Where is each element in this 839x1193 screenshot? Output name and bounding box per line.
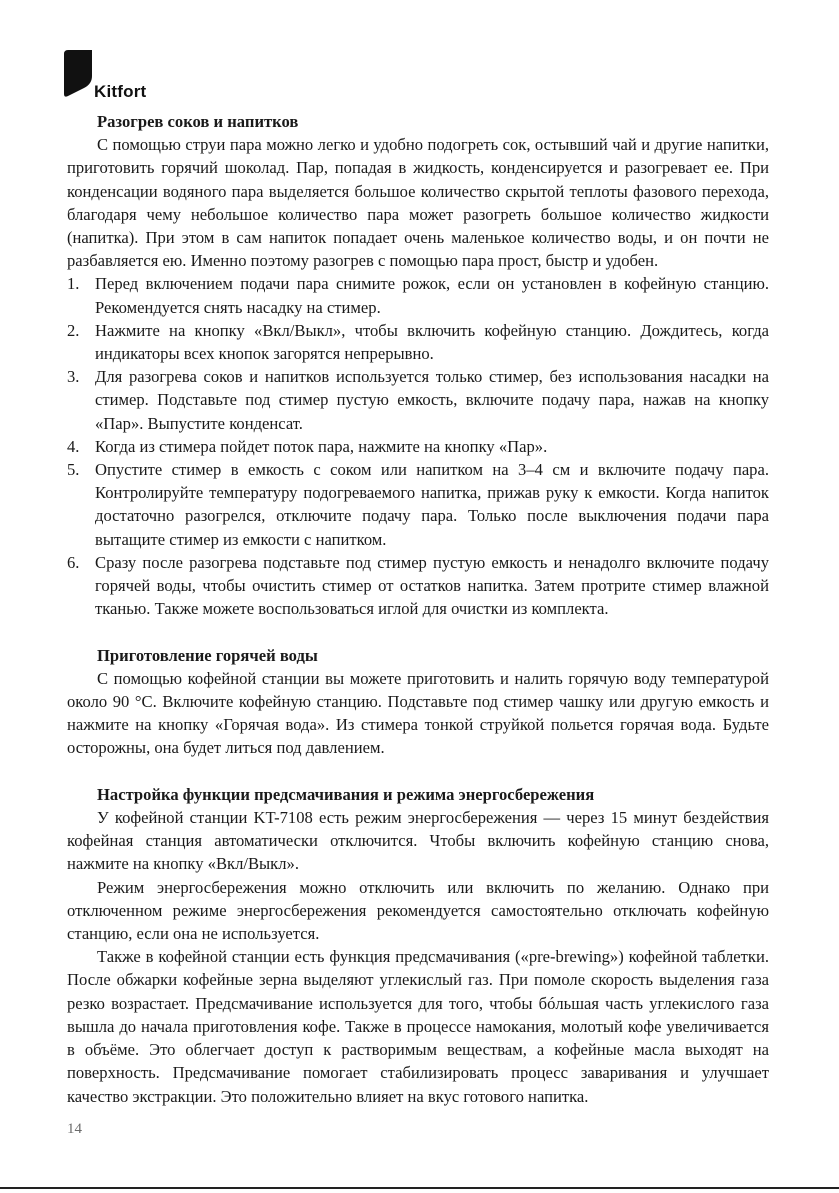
list-item-text: Сразу после разогрева подставьте под стимер пустую емкость и ненадолго включите подачу горячей воды, чтобы очистить стимер от остатков напитка. Затем протрите стимер влажной тканью. Также можете воспользоваться иглой для очистки из комплекта. xyxy=(95,552,769,619)
section-heading: Приготовление горячей воды xyxy=(97,645,318,665)
page-number: 14 xyxy=(67,1121,82,1137)
list-item xyxy=(67,435,769,458)
paragraph: Режим энергосбережения можно отключить или включить по желанию. Однако при отключенном режиме энергосбережения рекомендуется самостоятельно отключать кофейную станцию, если она не используется. xyxy=(67,877,769,944)
section-heading: Разогрев соков и напитков xyxy=(97,112,299,131)
kitfort-logo-mark-icon xyxy=(64,50,94,100)
section-spacer xyxy=(67,620,769,643)
document-body xyxy=(67,110,769,1108)
list-item-number: 3. xyxy=(67,367,80,387)
section-spacer xyxy=(67,760,769,783)
list-item-number: 6. xyxy=(67,552,80,572)
section-heading: Настройка функции предсмачивания и режима энергосбережения xyxy=(97,784,595,804)
paragraph: С помощью струи пара можно легко и удобно подогреть сок, остывший чай и другие напитки, приготовить горячий шоколад. Пар, попадая в жидкость, конденсируется и разогревает ее. При конденсации водяного пара выделяется большое количество скрытой теплоты фазового перехода, благодаря чему небольшое количество пара может разогреть большое количество жидкости (напитка). При этом в сам напиток попадает очень маленькое количество воды, и он почти не разбавляется ею. Именно поэтому разогрев с помощью пара прост, быстр и удобен. xyxy=(67,135,769,271)
list-item xyxy=(67,365,769,435)
section-prebrewing-energy-saving xyxy=(67,783,769,1108)
paragraph: Также в кофейной станции есть функция предсмачивания («pre-brewing») кофейной таблетки. После обжарки кофейные зерна выделяют углекислый газ. При помоле скорость выделения газа резко возрастает. Предсмачивание используется для того, чтобы бóльшая часть углекислого газа вышла до начала приготовления кофе. Также в процессе намокания, молотый кофе увеличивается в объёме. Это облегчает доступ к растворимым веществам, а кофейные масла выходят на поверхность. Предсмачивание помогает стабилизировать процесс заваривания и улучшает качество экстракции. Это положительно влияет на вкус готового напитка. xyxy=(67,947,769,1106)
section-hot-water xyxy=(67,644,769,760)
paragraph: С помощью кофейной станции вы можете приготовить и налить горячую воду температурой около 90 °С. Включите кофейную станцию. Подставьте под стимер чашку или другую емкость и нажмите на кнопку «Горячая вода». Из стимера тонкой струйкой польется горячая вода. Будьте осторожны, она будет литься под давлением. xyxy=(67,668,769,758)
list-item-text: Когда из стимера пойдет поток пара, нажмите на кнопку «Пар». xyxy=(95,436,548,456)
list-item-number: 1. xyxy=(67,274,80,294)
list-item-number: 2. xyxy=(67,320,80,340)
list-item-text: Перед включением подачи пара снимите рожок, если он установлен в кофейную станцию. Рекомендуется снять насадку на стимер. xyxy=(95,274,769,317)
section-juice-heating xyxy=(67,110,769,620)
brand-name: Kitfort xyxy=(94,82,147,101)
kitfort-logo xyxy=(64,50,204,101)
list-item xyxy=(67,272,769,318)
list-item xyxy=(67,551,769,621)
list-item-text: Нажмите на кнопку «Вкл/Выкл», чтобы включить кофейную станцию. Дождитесь, когда индикаторы всех кнопок загорятся непрерывно. xyxy=(95,320,769,364)
list-item-number: 5. xyxy=(67,460,80,480)
list-item xyxy=(67,319,769,365)
list-item-number: 4. xyxy=(67,436,80,456)
paragraph: У кофейной станции KT-7108 есть режим энергосбережения — через 15 минут бездействия кофейная станция автоматически отключится. Чтобы включить кофейную станцию снова, нажмите на кнопку «Вкл/Выкл». xyxy=(67,808,769,874)
bottom-divider xyxy=(0,1187,839,1189)
steps-list xyxy=(67,272,769,620)
list-item xyxy=(67,458,769,551)
list-item-text: Опустите стимер в емкость с соком или напитком на 3–4 см и включите подачу пара. Контролируйте температуру подогреваемого напитка, прижав руку к емкости. Когда напиток достаточно разогрелся, отключите подачу пара. Только после выключения подачи пара вытащите стимер из емкости с напитком. xyxy=(95,460,769,549)
list-item-text: Для разогрева соков и напитков используется только стимер, без использования насадки на стимер. Подставьте под стимер пустую емкость, включите подачу пара, нажав на кнопку «Пар». Выпустите конденсат. xyxy=(95,367,769,433)
